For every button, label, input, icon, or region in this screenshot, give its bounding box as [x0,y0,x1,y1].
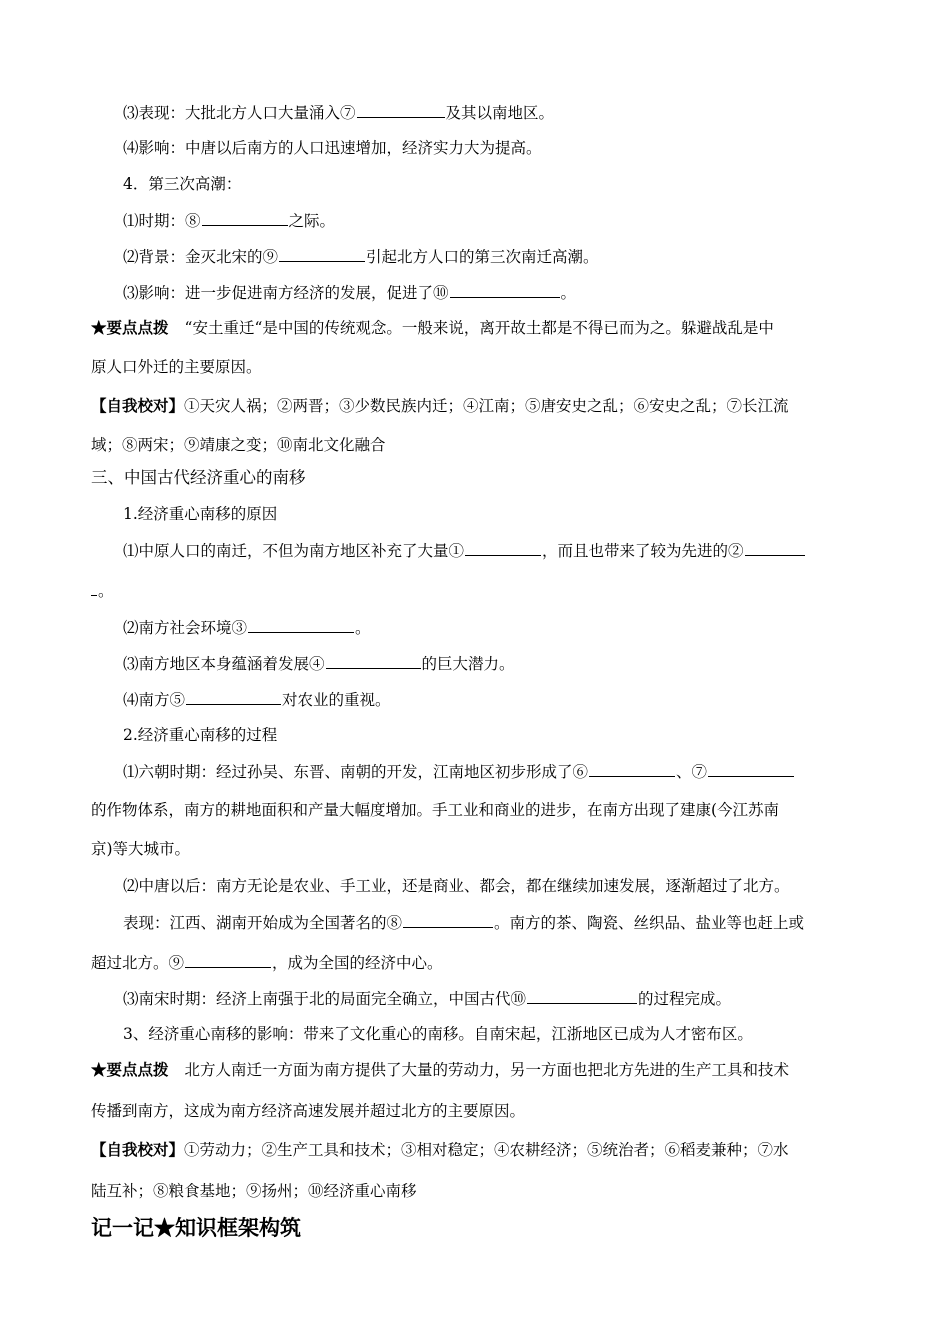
fill-blank-2[interactable] [745,540,805,556]
process-3: ⑶南宋时期：经济上南强于北的局面完全确立，中国古代⑩ 的过程完成。 [123,990,732,1008]
tip-paragraph-2-cont: 传播到南方，这成为南方经济高速发展并超过北方的主要原因。 [91,1102,526,1120]
reason-1: ⑴中原人口的南迁，不但为南方地区补充了大量① ，而且也带来了较为先进的② [0,540,950,561]
section-3-title: 三、中国古代经济重心的南移 [91,468,306,487]
tip-label: ★要点点拨 [91,318,169,337]
reason-4: ⑷南方⑤ 对农业的重视。 [123,691,391,709]
fill-blank-1[interactable] [465,540,541,556]
reason-3: ⑶南方地区本身蕴涵着发展④ 的巨大潜力。 [123,655,515,673]
fill-blank-4[interactable] [326,653,421,669]
impact: 3、经济重心南移的影响：带来了文化重心的南移。自南宋起，江浙地区已成为人才密布区。 [123,1025,753,1043]
reason-2: ⑵南方社会环境③ 。 [123,619,371,637]
tip-label: ★要点点拨 [91,1060,169,1079]
process-1-cont: 的作物体系，南方的耕地面积和产量大幅度增加。手工业和商业的进步，在南方出现了建康(今江苏南 [91,801,780,819]
fill-blank-7b[interactable] [708,761,794,777]
fill-blank-9b[interactable] [185,952,271,968]
fill-blank-5[interactable] [186,689,281,705]
fill-blank-2-cont[interactable] [91,580,97,596]
process-title: 2.经济重心南移的过程 [123,726,278,744]
fill-blank-8b[interactable] [403,912,493,928]
wave2-impact: ⑷影响：中唐以后南方的人口迅速增加，经济实力大为提高。 [123,139,542,157]
self-check-label: 【自我校对】 [91,1140,185,1159]
process-2-cont: 超过北方。⑨ ，成为全国的经济中心。 [91,954,443,972]
self-check-label: 【自我校对】 [91,396,185,415]
wave3-impact: ⑶影响：进一步促进南方经济的发展，促进了⑩ 。 [123,284,577,302]
tip-paragraph-1-cont: 原人口外迁的主要原因。 [91,358,262,376]
self-check-1: 【自我校对】①天灾人祸；②两晋；③少数民族内迁；④江南；⑤唐安史之乱；⑥安史之乱；⑦长江流 [91,396,789,415]
fill-blank-8[interactable] [202,210,288,226]
self-check-2-cont: 陆互补；⑧粮食基地；⑨扬州；⑩经济重心南移 [91,1182,417,1200]
fill-blank-9[interactable] [279,246,365,262]
fill-blank-10[interactable] [450,282,560,298]
process-2: ⑵中唐以后：南方无论是农业、手工业，还是商业、都会，都在继续加速发展，逐渐超过了北方。 [123,877,790,895]
fill-blank-6[interactable] [589,761,675,777]
fill-blank-10b[interactable] [527,988,637,1004]
wave2-manifestation: ⑶表现：大批北方人口大量涌入⑦ 及其以南地区。 [123,104,555,122]
tip-paragraph-2: ★要点点拨 北方人南迁一方面为南方提供了大量的劳动力，另一方面也把北方先进的生产工具和技术 [91,1060,790,1079]
process-2-manifestation: 表现：江西、湖南开始成为全国著名的⑧ 。南方的茶、陶瓷、丝织品、盐业等也赶上或 [123,914,805,932]
fill-blank-3[interactable] [248,617,354,633]
reason-1-cont: 。 [0,580,950,601]
wave3-period: ⑴时期：⑧ 之际。 [123,212,336,230]
self-check-2: 【自我校对】①劳动力；②生产工具和技术；③相对稳定；④农耕经济；⑤统治者；⑥稻麦兼种；⑦水 [91,1140,789,1159]
tip-paragraph-1: ★要点点拨 “安土重迁“是中国的传统观念。一般来说，离开故土都是不得已而为之。躲避战乱是中 [91,318,774,337]
process-1-cont2: 京)等大城市。 [91,840,191,858]
fill-blank-7[interactable] [357,102,445,118]
reasons-title: 1.经济重心南移的原因 [123,505,278,523]
process-1: ⑴六朝时期：经过孙吴、东晋、南朝的开发，江南地区初步形成了⑥ 、⑦ [0,761,950,782]
knowledge-framework-heading: 记一记★知识框架构筑 [91,1215,301,1240]
self-check-1-cont: 域；⑧两宋；⑨靖康之变；⑩南北文化融合 [91,436,386,454]
wave3-title: 4．第三次高潮： [123,175,242,193]
wave3-background: ⑵背景：金灭北宋的⑨ 引起北方人口的第三次南迁高潮。 [123,248,599,266]
